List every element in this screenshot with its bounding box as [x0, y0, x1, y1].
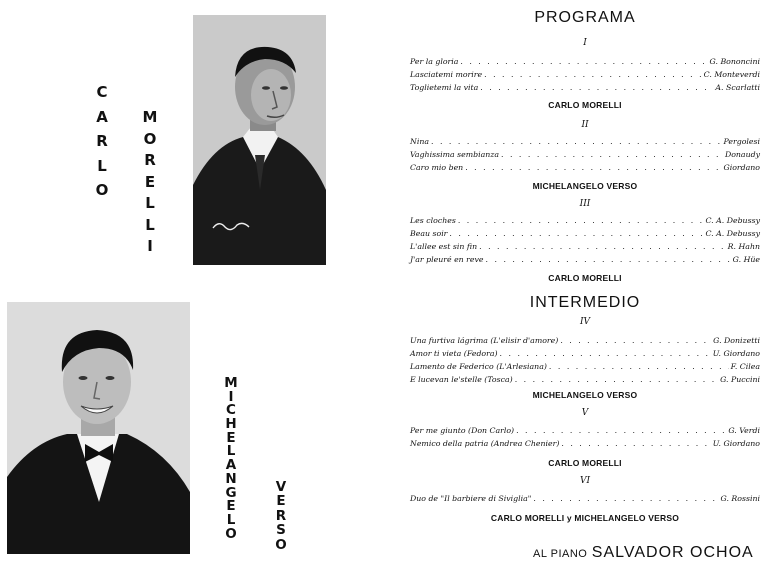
section-numeral: II — [581, 120, 589, 130]
piece-title: Les cloches — [410, 216, 456, 225]
vertical-name-morelli — [142, 110, 158, 261]
leader-dots — [479, 242, 726, 251]
name-letter: L — [226, 443, 236, 460]
piece-title: Lasciatemi morire — [410, 70, 483, 79]
composer-name: G. Verdi — [728, 426, 760, 435]
name-letter: V — [275, 479, 287, 495]
name-letter: E — [226, 429, 236, 446]
program-item — [410, 229, 760, 240]
vertical-name-michelangelo — [223, 377, 239, 541]
name-letter: C — [226, 402, 236, 419]
composer-name: Giordano — [723, 163, 760, 172]
program-item — [410, 163, 760, 174]
name-letter: O — [143, 129, 157, 148]
intermission-heading: INTERMEDIO — [529, 294, 641, 311]
program-item — [410, 216, 760, 227]
section-numeral: IV — [579, 317, 591, 327]
piece-title: Vaghissima sembianza — [410, 150, 500, 159]
program-item — [410, 494, 760, 505]
leader-dots — [549, 362, 729, 371]
leader-dots — [561, 439, 710, 448]
program-item — [410, 57, 760, 68]
composer-name: C. A. Debussy — [705, 216, 760, 225]
vertical-name-carlo — [94, 85, 110, 208]
program-item — [410, 137, 760, 148]
program-item — [410, 375, 760, 386]
leader-dots — [533, 494, 718, 503]
name-letter: R — [275, 507, 287, 524]
piece-title: Nemico della patria (Andrea Chenier) — [410, 439, 560, 448]
leader-dots — [500, 349, 711, 358]
composer-name: F. Cilea — [730, 362, 760, 371]
leader-dots — [516, 426, 726, 435]
composer-name: G. Hüe — [732, 255, 760, 264]
name-letter: N — [225, 470, 237, 487]
composer-name: C. Monteverdi — [703, 70, 760, 79]
name-letter: L — [145, 215, 155, 234]
program-item — [410, 349, 760, 360]
program-item — [410, 255, 760, 266]
name-letter: R — [144, 151, 156, 169]
name-letter: H — [225, 416, 237, 433]
piece-title: Per me giunto (Don Carlo) — [410, 426, 515, 435]
leader-dots — [501, 150, 723, 159]
program-item — [410, 426, 760, 437]
leader-dots — [431, 137, 721, 146]
name-letter: S — [276, 522, 286, 539]
composer-name: G. Puccini — [720, 375, 760, 384]
leader-dots — [449, 229, 703, 238]
composer-name: U. Giordano — [712, 439, 760, 448]
composer-name: G. Rossini — [720, 494, 760, 503]
leader-dots — [486, 255, 731, 264]
name-letter: L — [97, 156, 107, 175]
composer-name: A. Scarlatti — [715, 83, 760, 92]
program-title: PROGRAMA — [534, 9, 636, 26]
leader-dots — [460, 57, 707, 66]
name-letter: I — [228, 388, 234, 405]
piece-title: Amor ti vieta (Fedora) — [410, 349, 498, 358]
piece-title: E lucevan le'stelle (Tosca) — [410, 375, 513, 384]
name-letter: E — [144, 172, 156, 191]
composer-name: R. Hahn — [727, 242, 760, 251]
section-performer: CARLO MORELLI — [548, 458, 622, 468]
composer-name: U. Giordano — [712, 349, 760, 358]
leader-dots — [480, 83, 713, 92]
section-performer: CARLO MORELLI — [548, 100, 622, 110]
piece-title: Lamento de Federico (L'Arlesiana) — [410, 362, 547, 371]
name-letter: E — [226, 498, 236, 515]
vertical-name-verso — [273, 481, 289, 553]
section-performer: CARLO MORELLI — [548, 273, 622, 283]
portrait-michelangelo-verso — [7, 302, 190, 554]
name-letter: L — [145, 194, 155, 212]
program-item — [410, 336, 760, 347]
leader-dots — [560, 336, 711, 345]
section-numeral: V — [581, 408, 589, 418]
name-letter: O — [275, 536, 287, 553]
composer-name: C. A. Debussy — [705, 229, 760, 238]
piece-title: Toglietemi la vita — [410, 83, 479, 92]
composer-name: G. Bononcini — [709, 57, 760, 66]
name-letter: A — [96, 107, 108, 126]
name-letter: I — [147, 237, 153, 255]
composer-name: G. Donizetti — [713, 336, 760, 345]
piece-title: Beau soir — [410, 229, 448, 238]
program-item — [410, 83, 760, 94]
name-letter: E — [276, 493, 286, 510]
portrait-carlo-morelli — [193, 15, 326, 265]
program-item — [410, 362, 760, 373]
program-item — [410, 242, 760, 253]
section-numeral: I — [583, 38, 587, 48]
program-item — [410, 70, 760, 81]
leader-dots — [484, 70, 702, 79]
pianist-credit — [533, 544, 754, 562]
piece-title: Caro mio ben — [410, 163, 464, 172]
name-letter: A — [225, 457, 237, 474]
composer-name: Pergolesi — [723, 137, 760, 146]
section-numeral: VI — [579, 476, 591, 486]
name-letter: O — [225, 525, 237, 542]
composer-name: Donaudy — [724, 150, 760, 159]
name-letter: L — [226, 511, 236, 528]
program-item — [410, 150, 760, 161]
section-numeral: III — [579, 199, 591, 209]
name-letter: C — [96, 83, 108, 101]
name-letter: M — [142, 108, 158, 126]
section-performer: MICHELANGELO VERSO — [532, 390, 638, 400]
piece-title: Duo de "Il barbiere di Siviglia" — [410, 494, 532, 503]
leader-dots — [515, 375, 718, 384]
leader-dots — [465, 163, 721, 172]
name-letter: G — [225, 484, 237, 501]
piece-title: Nina — [410, 137, 429, 146]
piece-title: Una furtiva lágrima (L'elisir d'amore) — [410, 336, 559, 345]
piano-prefix: AL PIANO — [533, 548, 588, 560]
program-item — [410, 439, 760, 450]
pianist-name: SALVADOR OCHOA — [591, 544, 754, 561]
section-performer: MICHELANGELO VERSO — [532, 181, 638, 191]
leader-dots — [458, 216, 704, 225]
section-performer: CARLO MORELLI y MICHELANGELO VERSO — [490, 513, 680, 523]
name-letter: O — [95, 181, 109, 199]
piece-title: J'ar pleuré en reve — [410, 255, 484, 264]
piece-title: Per la gloria — [410, 57, 459, 66]
piece-title: L'allee est sin fin — [410, 242, 478, 251]
name-letter: M — [224, 375, 238, 391]
name-letter: R — [96, 132, 108, 150]
